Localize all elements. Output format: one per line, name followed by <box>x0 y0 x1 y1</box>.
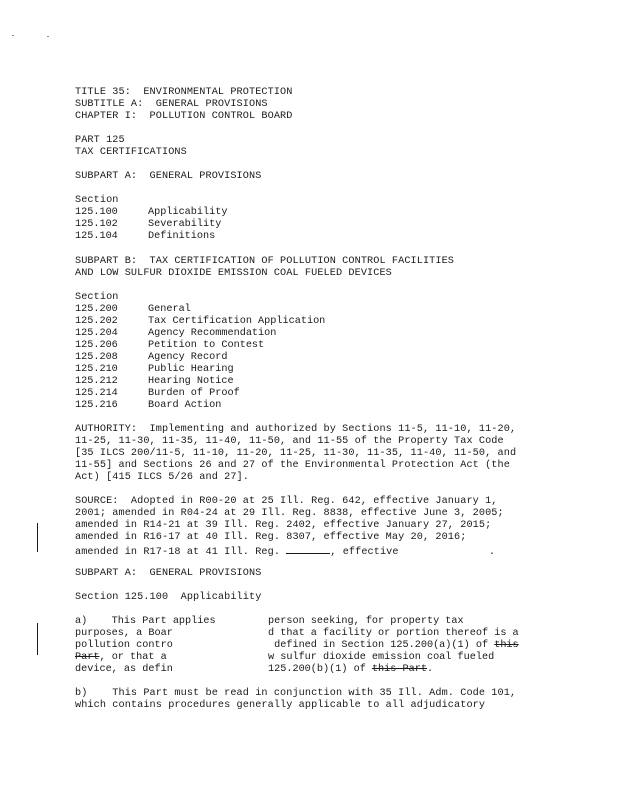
title-line: TITLE 35: ENVIRONMENTAL PROTECTION <box>75 87 293 98</box>
toc-entry-number: 125.204 <box>75 328 118 339</box>
para-b-line: b) This Part must be read in conjunction with 35 Ill. Adm. Code 101, <box>75 688 517 699</box>
toc-subpart-a-heading: SUBPART A: GENERAL PROVISIONS <box>75 171 262 182</box>
toc-subpart-b-heading: SUBPART B: TAX CERTIFICATION OF POLLUTION CONTROL FACILITIES <box>75 256 455 267</box>
scan-speck <box>12 35 14 36</box>
authority-line: 11-55] and Sections 26 and 27 of the Environmental Protection Act (the <box>75 460 510 471</box>
toc-entry-number: 125.102 <box>75 219 118 230</box>
source-line: amended in R16-17 at 40 Ill. Reg. 8307, effective May 20, 2016; <box>75 532 467 543</box>
blank-effective-date <box>405 544 489 554</box>
toc-entry-title: Board Action <box>148 400 222 411</box>
toc-entry-title: Severability <box>148 219 222 230</box>
toc-entry-title: Agency Record <box>148 352 228 363</box>
toc-entry-title: Hearing Notice <box>148 376 234 387</box>
revision-bar <box>37 523 38 552</box>
para-a-left-line: purposes, a Boar <box>75 628 173 639</box>
source-last-middle: , effective <box>330 547 405 558</box>
para-a-left-line: device, as defin <box>75 664 173 675</box>
para-a-right-line-5 <box>268 664 433 676</box>
para-a-left-line: pollution contro <box>75 640 173 651</box>
source-last-suffix: . <box>488 547 496 558</box>
toc-entry-number: 125.104 <box>75 231 118 242</box>
toc-entry-number: 125.216 <box>75 400 118 411</box>
para-a-right-line-3 <box>268 640 519 652</box>
body-subpart-heading: SUBPART A: GENERAL PROVISIONS <box>75 568 262 579</box>
authority-line: [35 ILCS 200/11-5, 11-10, 11-20, 11-25, 11-30, 11-35, 11-40, 11-50, and <box>75 448 517 459</box>
part-name: TAX CERTIFICATIONS <box>75 147 187 158</box>
scan-speck <box>47 36 49 37</box>
authority-line: 11-25, 11-30, 11-35, 11-40, 11-50, and 11-55 of the Property Tax Code <box>75 436 504 447</box>
revision-bar <box>37 623 38 655</box>
toc-entry-title: Petition to Contest <box>148 340 265 351</box>
toc-entry-title: Applicability <box>148 207 228 218</box>
struck-text: Part <box>75 652 100 663</box>
source-line: 2001; amended in R04-24 at 29 Ill. Reg. 8838, effective June 3, 2005; <box>75 508 504 519</box>
toc-entry-title: Burden of Proof <box>148 388 240 399</box>
toc-entry-title: Definitions <box>148 231 216 242</box>
toc-entry-number: 125.210 <box>75 364 118 375</box>
para-a-right-end: . <box>426 664 434 675</box>
struck-text: this Part <box>371 664 427 675</box>
source-line: amended in R14-21 at 39 Ill. Reg. 2402, effective January 27, 2015; <box>75 520 492 531</box>
toc-entry-number: 125.200 <box>75 304 118 315</box>
toc-section-label: Section <box>75 195 119 206</box>
toc-entry-title: General <box>148 304 191 315</box>
source-last-prefix: amended in R17-18 at 41 Ill. Reg. <box>75 547 287 558</box>
para-a-left-tail: , or that a <box>99 652 167 663</box>
toc-entry-title: Agency Recommendation <box>148 328 277 339</box>
para-a-left-line-4 <box>75 652 167 664</box>
para-a-right-line: person seeking, for property tax <box>268 616 464 627</box>
toc-entry-number: 125.202 <box>75 316 118 327</box>
part-number: PART 125 <box>75 135 125 146</box>
toc-entry-title: Public Hearing <box>148 364 234 375</box>
authority-line: AUTHORITY: Implementing and authorized by Sections 11-5, 11-10, 11-20, <box>75 424 517 435</box>
chapter-line: CHAPTER I: POLLUTION CONTROL BOARD <box>75 111 293 122</box>
toc-entry-number: 125.212 <box>75 376 118 387</box>
source-line-last <box>75 544 495 559</box>
para-b-line: which contains procedures generally applicable to all adjudicatory <box>75 700 486 711</box>
para-a-right-line: w sulfur dioxide emission coal fueled <box>268 652 495 663</box>
toc-entry-number: 125.206 <box>75 340 118 351</box>
para-a-right-text: defined in Section 125.200(a)(1) of <box>268 640 495 651</box>
subtitle-line: SUBTITLE A: GENERAL PROVISIONS <box>75 99 268 110</box>
toc-entry-number: 125.208 <box>75 352 118 363</box>
para-a-right-text: 125.200(b)(1) of <box>268 664 372 675</box>
para-a-right-line: d that a facility or portion thereof is a <box>268 628 519 639</box>
toc-section-label: Section <box>75 292 119 303</box>
toc-entry-number: 125.100 <box>75 207 118 218</box>
blank-register-page <box>286 544 330 554</box>
toc-entry-title: Tax Certification Application <box>148 316 326 327</box>
toc-entry-number: 125.214 <box>75 388 118 399</box>
authority-line: Act) [415 ILCS 5/26 and 27]. <box>75 472 249 483</box>
struck-text: this <box>494 640 519 651</box>
para-a-left-line: a) This Part applies <box>75 616 216 627</box>
section-heading: Section 125.100 Applicability <box>75 592 262 603</box>
source-line: SOURCE: Adopted in R00-20 at 25 Ill. Reg. 642, effective January 1, <box>75 496 498 507</box>
toc-subpart-b-heading-cont: AND LOW SULFUR DIOXIDE EMISSION COAL FUELED DEVICES <box>75 268 392 279</box>
